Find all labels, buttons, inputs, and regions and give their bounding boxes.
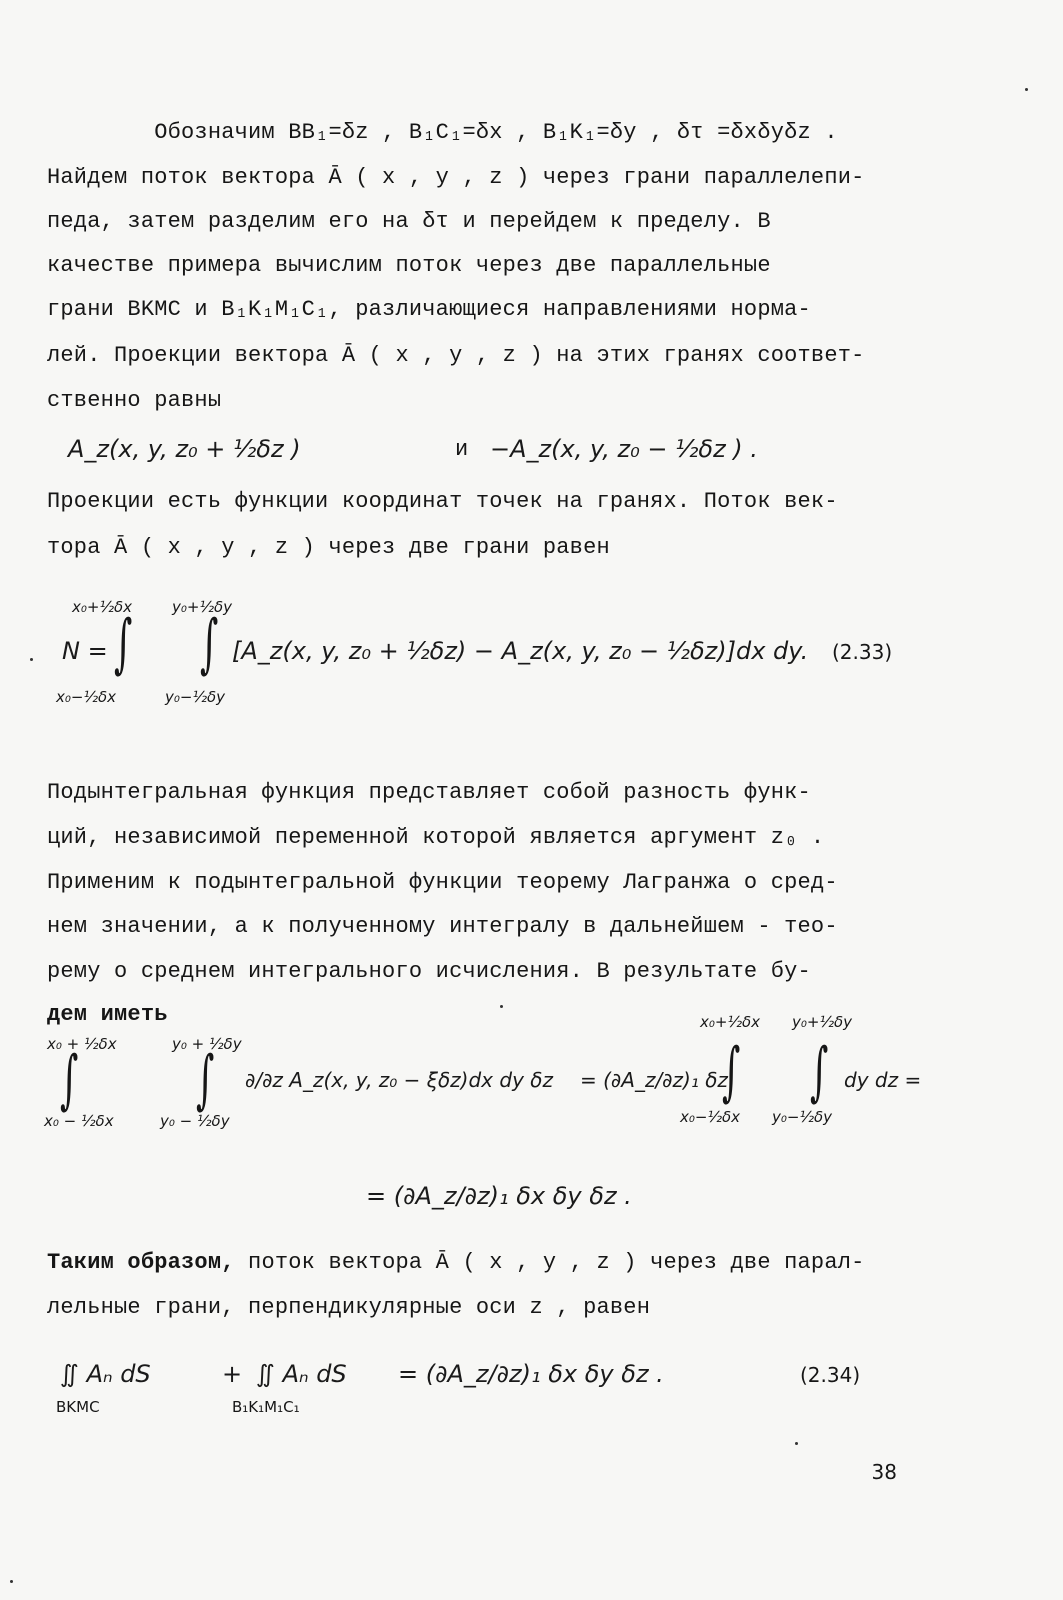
text-line-13: нем значении, а к полученному интегралу в дальнейшем - тео- [47,914,838,939]
text-line-14: рему о среднем интегрального исчисления. В результате бу- [47,959,811,984]
eqmid-equals: = (∂A_z/∂z)₁ δz [580,1068,728,1092]
eq234-right-sub: B₁K₁M₁C₁ [232,1398,300,1416]
eqmid-upper-x2: x₀+½δx [700,1013,761,1031]
projection-and: и [455,437,469,462]
bold-phrase: Таким образом, [47,1250,235,1275]
text-line-7: ственно равны [47,388,222,413]
integral-sign-icon: ∫ [810,1035,829,1109]
eqmid-lower-x2: x₀−½δx [680,1108,741,1126]
integral-sign-icon: ∫ [60,1043,79,1117]
scan-speck [1025,88,1028,91]
text-line-3: педа, затем разделим его на δτ и перейдем к пределу. В [47,209,771,234]
scan-speck [795,1442,798,1445]
eqmid-lower-y2: y₀−½δy [772,1108,833,1126]
eq234-right: ∬ Aₙ dS [256,1360,347,1388]
eq233-lhs: N = [62,637,108,665]
eq233-upper-y: y₀+½δy [172,598,233,616]
eq234-plus: + [222,1360,243,1388]
eqmid-upper-x: x₀ + ½δx [47,1035,117,1053]
eq233-integrand: [A_z(x, y, z₀ + ½δz) − A_z(x, y, z₀ − ½δz)]dx dy. [232,637,809,665]
integral-sign-icon: ∫ [114,607,133,681]
eqmid-lower-x: x₀ − ½δx [44,1112,114,1130]
text-line-17: лельные грани, перпендикулярные оси z , равен [47,1295,651,1320]
integral-sign-icon: ∫ [722,1035,741,1109]
text-line-16 [47,1248,865,1278]
eq233-upper-x: x₀+½δx [72,598,133,616]
page-number: 38 [871,1460,897,1484]
text-line-6: лей. Проекции вектора Ā ( x , y , z ) на этих гранях соответ- [47,343,865,368]
eq233-lower-y: y₀−½δy [165,688,226,706]
eqmid-lower-y: y₀ − ½δy [160,1112,230,1130]
eqmid-integrand: ∂/∂z A_z(x, y, z₀ − ξδz)dx dy δz [245,1068,553,1092]
eq234-left: ∬ Aₙ dS [60,1360,151,1388]
text-line-5: грани BKMC и B₁K₁M₁C₁, различающиеся направлениями норма- [47,297,811,322]
equation-result: = (∂A_z/∂z)₁ δx δy δz . [366,1182,632,1210]
eq234-left-sub: BKMC [56,1398,100,1416]
eqmid-upper-y2: y₀+½δy [792,1013,853,1031]
text-line-15: дем иметь [47,1002,168,1027]
text-line-16-rest: поток вектора Ā ( x , y , z ) через две парал- [234,1250,865,1275]
text-line-8: Проекции есть функции координат точек на гранях. Поток век- [47,489,838,514]
text-line-4: качестве примера вычислим поток через две параллельные [47,253,771,278]
text-line-11: ций, независимой переменной которой является аргумент z₀ . [47,825,825,850]
projection-right: −A_z(x, y, z₀ − ½δz ) . [490,435,758,463]
text-line-2: Найдем поток вектора Ā ( x , y , z ) через грани параллелепи- [47,165,865,190]
scan-speck [10,1580,13,1583]
text-line-10: Подынтегральная функция представляет собой разность функ- [47,780,811,805]
text-line-1: Обозначим BB₁=δz , B₁C₁=δx , B₁K₁=δy , δτ =δxδyδz . [47,120,838,145]
eq234-equals: = (∂A_z/∂z)₁ δx δy δz . [398,1360,664,1388]
eqmid-tail: dy dz = [844,1068,922,1092]
text-line-12: Применим к подынтегральной функции теорему Лагранжа о сред- [47,870,838,895]
integral-sign-icon: ∫ [200,607,219,681]
scan-speck [30,658,33,661]
eq234-number: (2.34) [800,1363,861,1387]
text-line-9: тора Ā ( x , y , z ) через две грани равен [47,535,610,560]
scan-speck [500,1005,503,1008]
projection-left: A_z(x, y, z₀ + ½δz ) [68,435,301,463]
integral-sign-icon: ∫ [196,1043,215,1117]
eq233-lower-x: x₀−½δx [56,688,117,706]
eqmid-upper-y: y₀ + ½δy [172,1035,242,1053]
eq233-number: (2.33) [832,640,893,664]
